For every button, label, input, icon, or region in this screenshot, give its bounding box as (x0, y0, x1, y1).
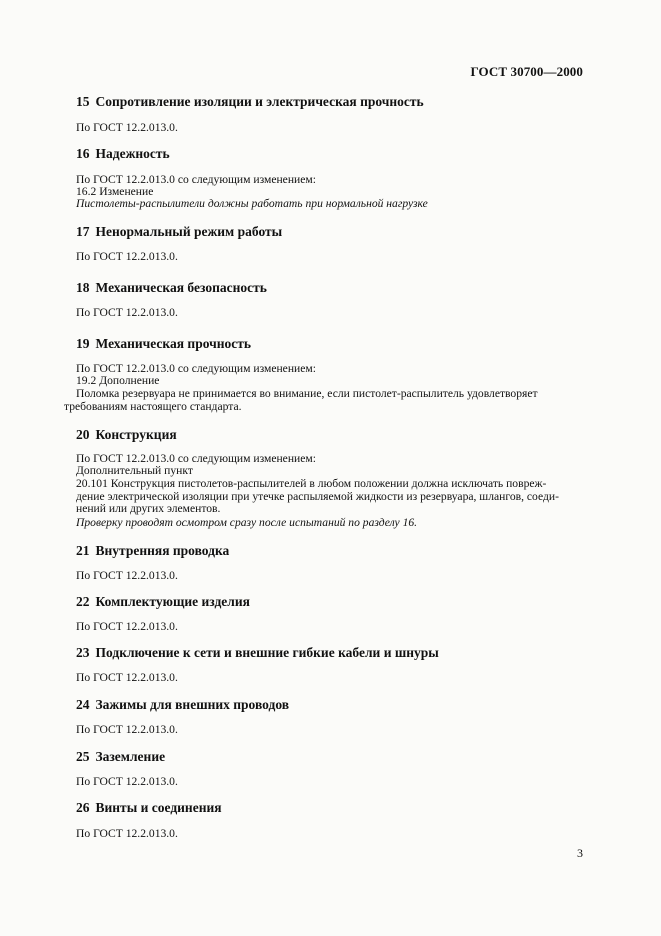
section-text-23: По ГОСТ 12.2.013.0. (76, 671, 178, 684)
section-heading-16: 16 Надежность (76, 146, 170, 161)
section-heading-24: 24 Зажимы для внешних проводов (76, 697, 290, 712)
section-text-25: По ГОСТ 12.2.013.0. (76, 775, 178, 788)
section-text-17: По ГОСТ 12.2.013.0. (76, 250, 178, 263)
section-heading-20: 20 Конструкция (76, 427, 177, 442)
section-sub-16: 16.2 Изменение (76, 185, 154, 198)
section-heading-17: 17 Ненормальный режим работы (76, 224, 283, 239)
section-text-15: По ГОСТ 12.2.013.0. (76, 121, 178, 134)
doc-code: ГОСТ 30700—2000 (470, 64, 583, 79)
section-text-24: По ГОСТ 12.2.013.0. (76, 723, 178, 736)
section-heading-23: 23 Подключение к сети и внешние гибкие кабели и шнуры (76, 645, 439, 660)
section-sub-20: Дополнительный пункт (76, 464, 193, 477)
section-para-19-line1: Поломка резервуара не принимается во внимание, если пистолет-распылитель удовлетворяет (76, 387, 538, 400)
section-heading-19: 19 Механическая прочность (76, 336, 252, 351)
section-heading-18: 18 Механическая безопасность (76, 280, 267, 295)
section-para-20-line2: дение электрической изоляции при утечке распыляемой жидкости из резервуара, шлангов, соеди- (76, 490, 559, 503)
section-text-20: По ГОСТ 12.2.013.0 со следующим изменением: (76, 452, 316, 465)
section-note-16: Пистолеты-распылители должны работать при нормальной нагрузке (76, 197, 428, 210)
section-heading-22: 22 Комплектующие изделия (76, 594, 250, 609)
section-para-19-line2: требованиям настоящего стандарта. (64, 400, 242, 413)
section-para-20-line1: 20.101 Конструкция пистолетов-распылителей в любом положении должна исключать повреж- (76, 477, 547, 490)
section-heading-26: 26 Винты и соединения (76, 800, 222, 815)
section-sub-19: 19.2 Дополнение (76, 374, 160, 387)
section-note-20: Проверку проводят осмотром сразу после испытаний по разделу 16. (76, 516, 418, 529)
section-heading-15: 15 Сопротивление изоляции и электрическая прочность (76, 94, 424, 109)
section-heading-25: 25 Заземление (76, 749, 166, 764)
section-text-16: По ГОСТ 12.2.013.0 со следующим изменением: (76, 173, 316, 186)
section-text-22: По ГОСТ 12.2.013.0. (76, 620, 178, 633)
section-para-20-line3: нений или других элементов. (76, 502, 221, 515)
section-text-26: По ГОСТ 12.2.013.0. (76, 827, 178, 840)
section-heading-21: 21 Внутренняя проводка (76, 543, 230, 558)
section-text-21: По ГОСТ 12.2.013.0. (76, 569, 178, 582)
section-text-19: По ГОСТ 12.2.013.0 со следующим изменением: (76, 362, 316, 375)
section-text-18: По ГОСТ 12.2.013.0. (76, 306, 178, 319)
page-number: 3 (577, 846, 583, 860)
